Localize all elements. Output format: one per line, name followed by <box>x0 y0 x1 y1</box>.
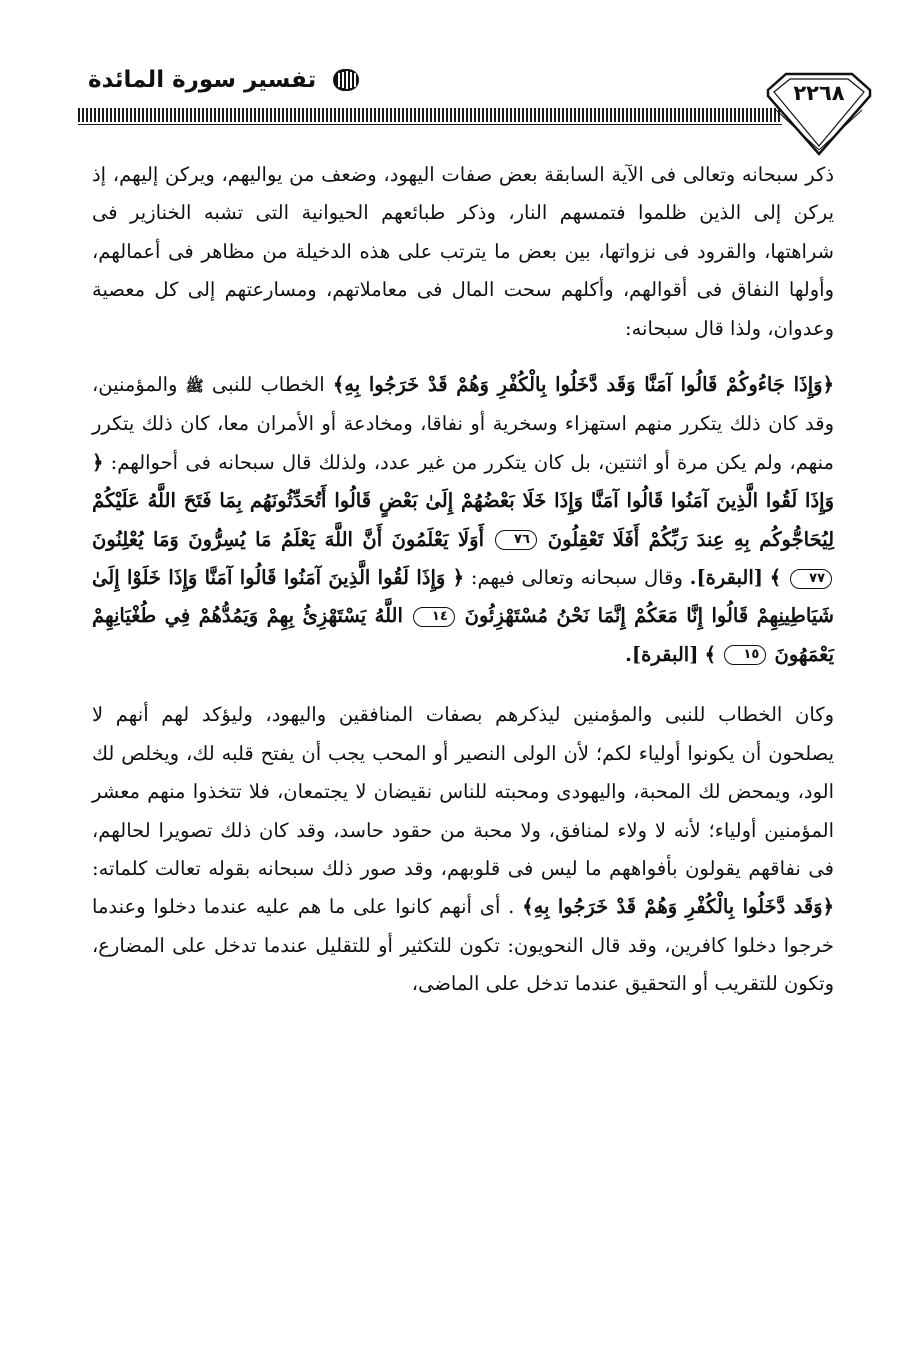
paragraph-intro <box>92 156 834 348</box>
quran-verse: أَوَلَا يَعْلَمُونَ أَنَّ اللَّهَ يَعْلَمُ مَا يُسِرُّونَ وَمَا يُعْلِنُونَ <box>92 527 485 551</box>
quran-verse: اللَّهُ يَسْتَهْزِئُ بِهِمْ وَيَمُدُّهُمْ فِي طُغْيَانِهِمْ يَعْمَهُونَ <box>92 604 834 666</box>
page-number: ٢٢٦٨ <box>793 81 845 105</box>
page-number-frame <box>764 66 874 158</box>
verse-close-bracket: ﴾ <box>704 642 717 666</box>
verse-number-marker: ٧٧ <box>790 569 832 589</box>
running-header-title: تفسير سورة المائدة <box>88 67 317 93</box>
salawat-symbol: ﷺ <box>185 377 204 396</box>
paragraph-verses <box>92 366 834 674</box>
paragraph-text: . أى أنهم كانوا على ما هم عليه عندما دخلوا وعندما خرجوا دخلوا كافرين، وقد قال النحويون: تكون للتكثير أو للتقليل عندما تدخل على المضارع، وتكون للتقريب أو التحقيق عندما تدخل على الماضى، <box>92 895 834 996</box>
paragraph-text: والمؤمنين، وقد كان ذلك يتكرر منهم استهزاء وسخرية أو نفاقا، ومخادعة أو الأمران معا، كان ذلك يتكرر منهم، ولم يكن مرة أو اثنتين، بل كان يتكرر من غير عدد، ولذلك قال سبحانه فى أحوالهم: <box>92 373 834 474</box>
quran-verse: ﴿وَقَد دَّخَلُوا بِالْكُفْرِ وَهُمْ قَدْ خَرَجُوا بِهِ﴾ <box>522 895 835 919</box>
surah-reference: [البقرة]. <box>689 566 763 590</box>
verse-close-bracket: ﴾ <box>769 566 782 590</box>
paragraph-text: وقال سبحانه وتعالى فيهم: <box>470 566 683 590</box>
main-text <box>92 156 834 1004</box>
paragraph-text: وكان الخطاب للنبى والمؤمنين ليذكرهم بصفات المنافقين واليهود، وليؤكد لهم أنهم لا يصلحون أن يكونوا أولياء لكم؛ لأن الولى النصير أو المحب يجب أن يفتح قلبه لك، ويخلص لك الود، ويمحض لك المحبة، واليهودى ومحبته للناس نقيضان لا يجتمعان، فلا تتخذوا منهم معشر المؤمنين أولياء؛ لأنه لا ولاء لمنافق، ولا محبة من حقود حاسد، وقد كان ذلك تصويرا لحالهم، فى نفاقهم يقولون بأفواههم ما ليس فى قلوبهم، وقد صور ذلك سبحانه بقوله تعالت كلماته: <box>92 703 834 880</box>
quran-verse: ﴿وَإِذَا جَاءُوكُمْ قَالُوا آمَنَّا وَقَد دَّخَلُوا بِالْكُفْرِ وَهُمْ قَدْ خَرَجُوا بِهِ﴾ <box>332 373 834 397</box>
header-rule <box>78 108 782 122</box>
verse-number-marker: ١٤ <box>413 607 455 627</box>
verse-number-marker: ٧٦ <box>495 530 537 550</box>
verse-number-marker: ١٥ <box>724 645 766 665</box>
running-header <box>88 62 360 98</box>
surah-reference: [البقرة]. <box>625 642 699 666</box>
quran-verse: ﴿ وَإِذَا لَقُوا الَّذِينَ آمَنُوا قَالُوا آمَنَّا وَإِذَا خَلَوْا إِلَىٰ شَيَاطِينِهِمْ قَالُوا إِنَّا مَعَكُمْ إِنَّمَا نَحْنُ مُسْتَهْزِئُونَ <box>92 566 834 628</box>
quran-verse: ﴿ وَإِذَا لَقُوا الَّذِينَ آمَنُوا قَالُوا آمَنَّا وَإِذَا خَلَا بَعْضُهُمْ إِلَىٰ بَعْضٍ قَالُوا أَتُحَدِّثُونَهُم بِمَا فَتَحَ اللَّهُ عَلَيْكُمْ لِيُحَاجُّوكُم بِهِ عِندَ رَبِّكُمْ أَفَلَا تَعْقِلُونَ <box>92 450 835 551</box>
ornament-icon <box>332 67 360 93</box>
paragraph-text: ذكر سبحانه وتعالى فى الآية السابقة بعض صفات اليهود، وضعف من يواليهم، ويركن إليهم، إذ يركن إلى الذين ظلموا فتمسهم النار، وذكر طبائعهم الحيوانية التى تشبه الخنازير فى شراهتها، والقرود فى نزواتها، بين بعض ما يترتب على هذه الدخيلة من مظاهر فى أعمالهم، وأولها النفاق فى أقوالهم، وأكلهم سحت المال فى معاملاتهم، ومسارعتهم إلى كل معصية وعدوان، ولذا قال سبحانه: <box>92 163 834 340</box>
paragraph-commentary <box>92 696 834 1003</box>
paragraph-text: الخطاب للنبى <box>211 373 325 397</box>
